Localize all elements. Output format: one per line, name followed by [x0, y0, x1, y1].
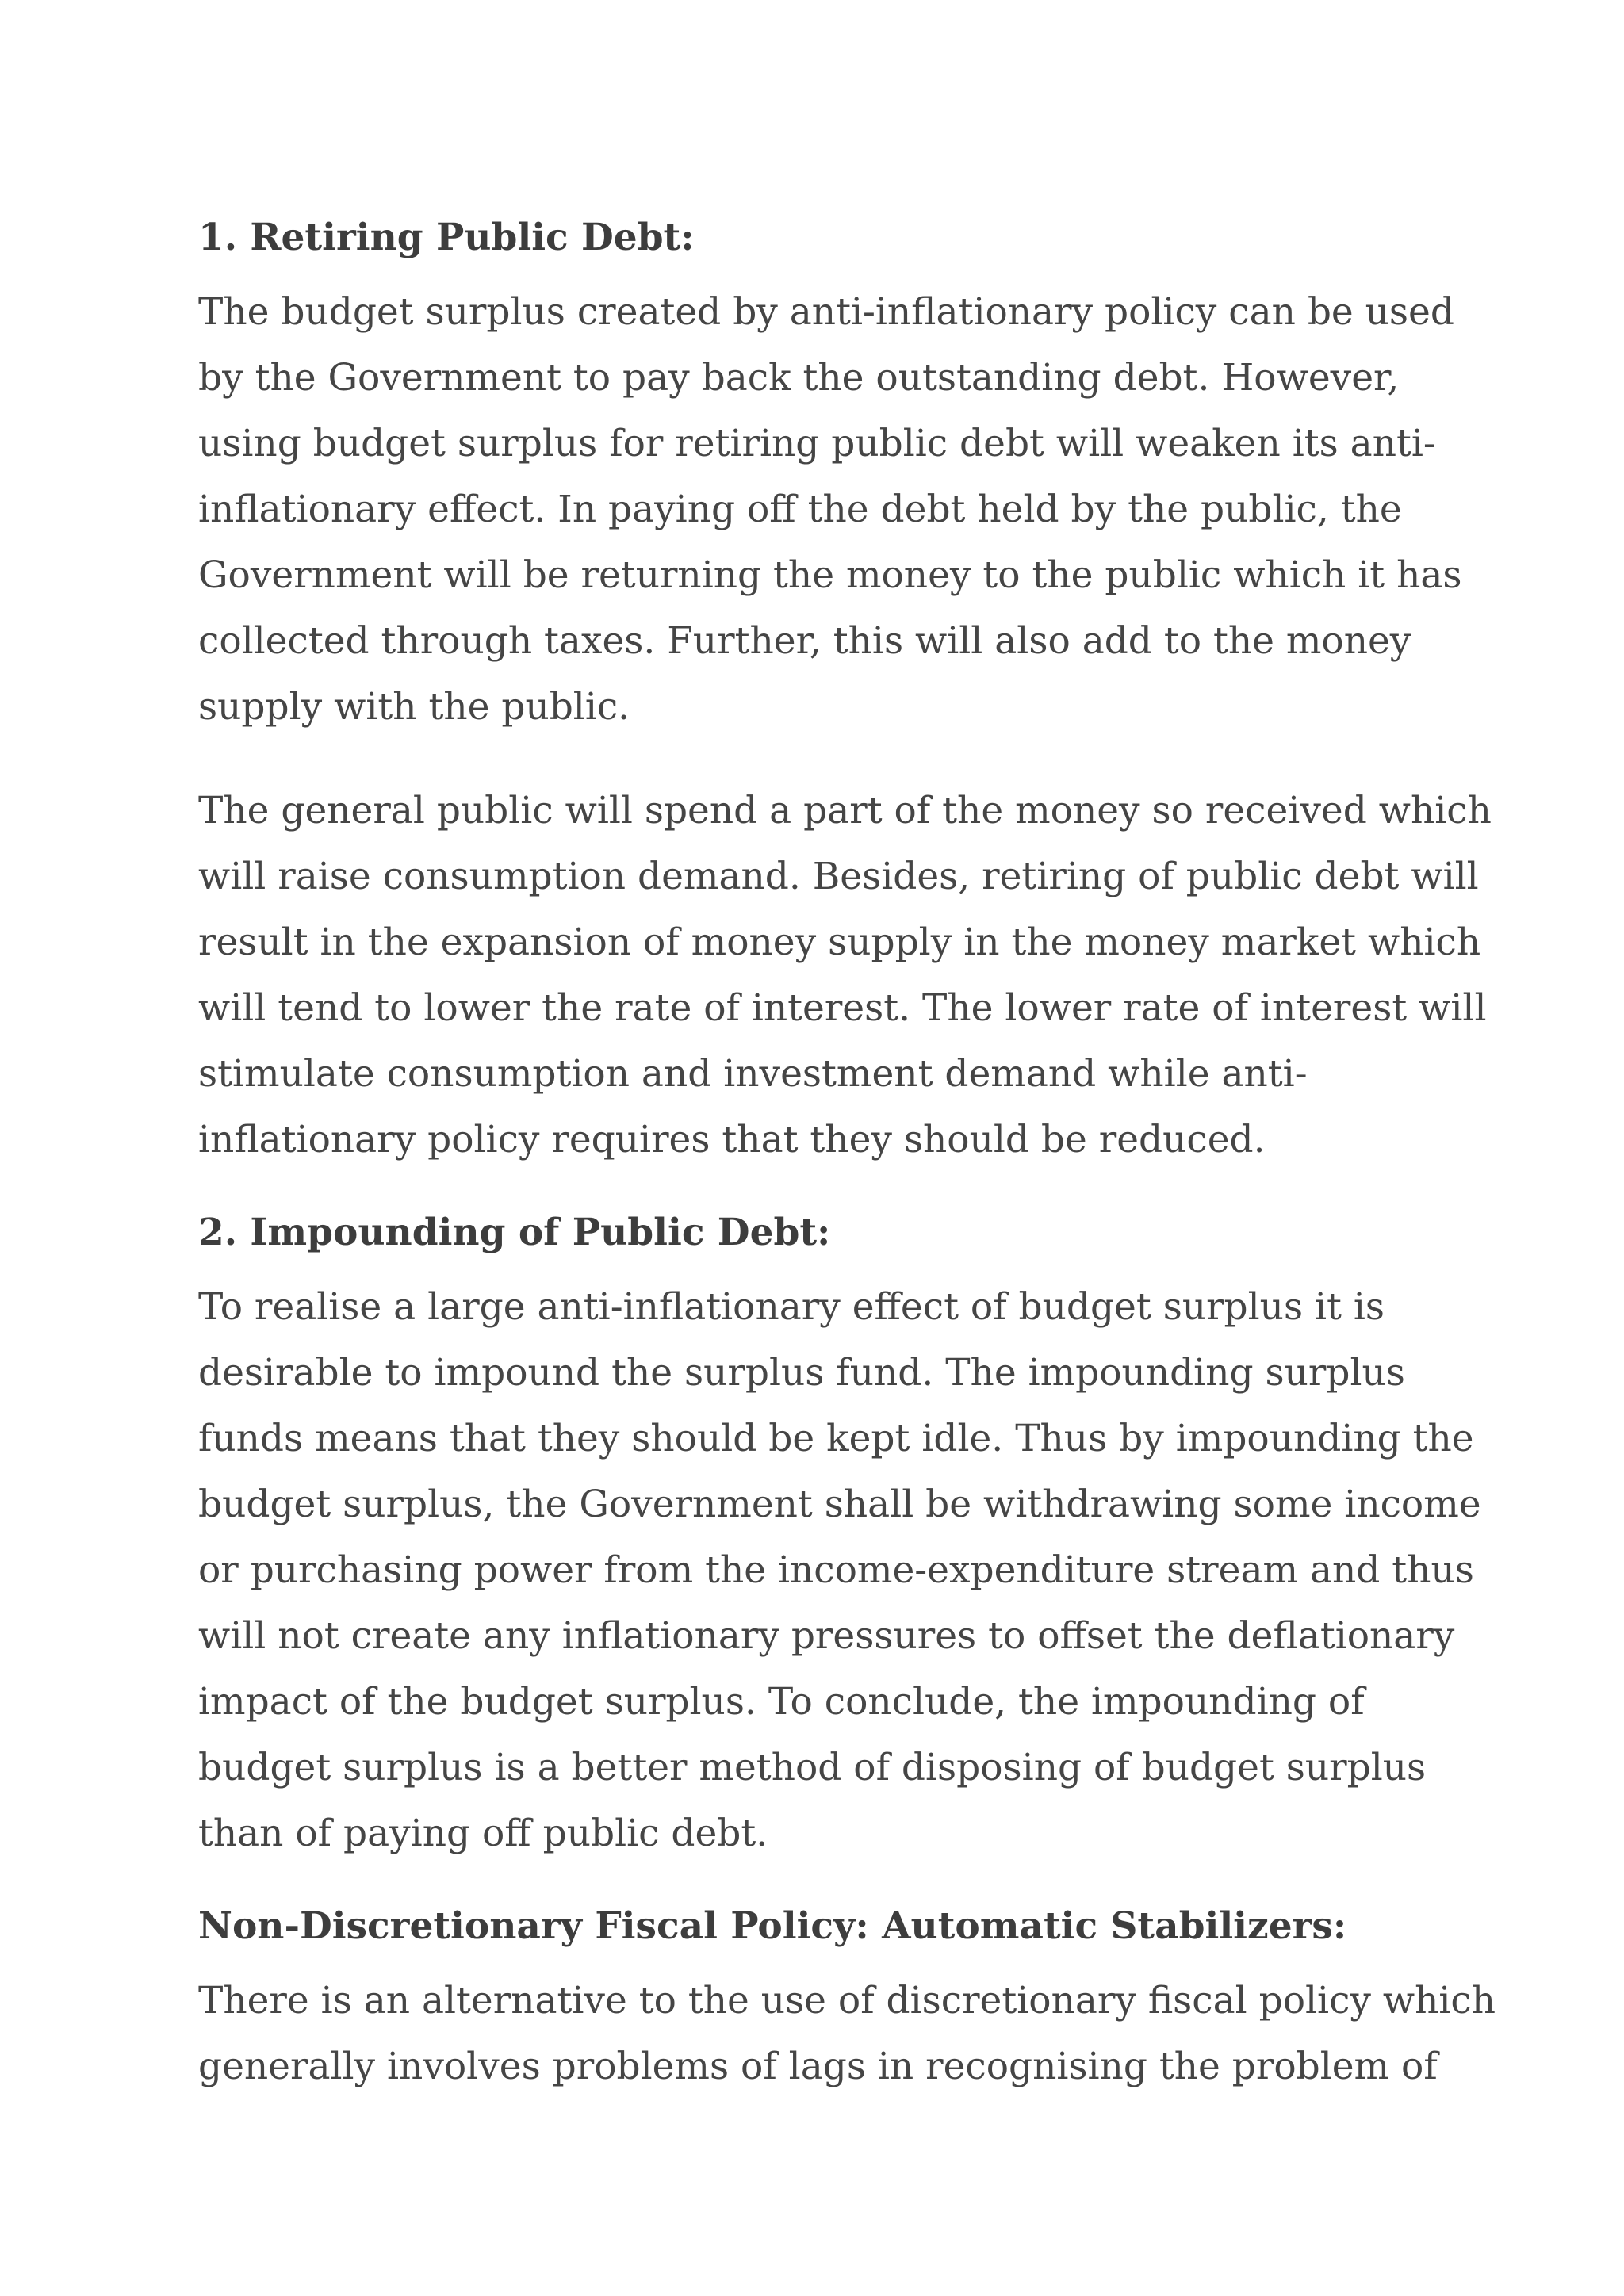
text-line: impact of the budget surplus. To conclude, the impounding of — [198, 1680, 1365, 1724]
text-line: inflationary policy requires that they should be reduced. — [198, 1118, 1266, 1161]
text-line: There is an alternative to the use of discretionary fiscal policy which — [198, 1979, 1496, 2022]
text-line: will tend to lower the rate of interest. The lower rate of interest will — [198, 986, 1487, 1030]
text-line: The general public will spend a part of the money so received which — [198, 789, 1492, 832]
section-retiring-public-debt — [198, 214, 1492, 1173]
text-line: by the Government to pay back the outstanding debt. However, — [198, 356, 1400, 400]
paragraph — [198, 778, 1492, 1173]
text-line: using budget surplus for retiring public debt will weaken its anti- — [198, 422, 1436, 465]
text-line: budget surplus is a better method of disposing of budget surplus — [198, 1746, 1427, 1789]
text-line: result in the expansion of money supply in the money market which — [198, 920, 1481, 964]
paragraph — [198, 279, 1462, 740]
text-line: desirable to impound the surplus fund. The impounding surplus — [198, 1351, 1405, 1395]
text-line: The budget surplus created by anti-inflationary policy can be used — [198, 290, 1454, 334]
text-line: than of paying off public debt. — [198, 1812, 768, 1855]
text-line: stimulate consumption and investment demand while anti- — [198, 1052, 1308, 1096]
section-impounding-public-debt — [198, 1209, 1481, 1866]
text-line: Government will be returning the money to the public which it has — [198, 553, 1462, 597]
section-heading: 2. Impounding of Public Debt: — [198, 1211, 831, 1254]
document-page — [198, 214, 1496, 2136]
text-line: generally involves problems of lags in recognising the problem of — [198, 2045, 1438, 2088]
text-line: collected through taxes. Further, this will also add to the money — [198, 619, 1411, 663]
text-line: funds means that they should be kept idle. Thus by impounding the — [198, 1417, 1474, 1460]
text-line: will not create any inflationary pressures to offset the deflationary — [198, 1614, 1455, 1658]
text-line: To realise a large anti-inflationary effect of budget surplus it is — [198, 1285, 1385, 1329]
text-line: inflationary effect. In paying off the debt held by the public, the — [198, 488, 1402, 531]
text-line: or purchasing power from the income-expenditure stream and thus — [198, 1548, 1474, 1592]
paragraph — [198, 1968, 1496, 2099]
text-line: will raise consumption demand. Besides, retiring of public debt will — [198, 855, 1479, 898]
section-automatic-stabilizers — [198, 1903, 1496, 2099]
text-line: supply with the public. — [198, 685, 630, 729]
section-heading: 1. Retiring Public Debt: — [198, 216, 695, 259]
paragraph — [198, 1274, 1481, 1866]
text-line: budget surplus, the Government shall be withdrawing some income — [198, 1483, 1481, 1526]
section-heading: Non-Discretionary Fiscal Policy: Automatic Stabilizers: — [198, 1904, 1347, 1948]
